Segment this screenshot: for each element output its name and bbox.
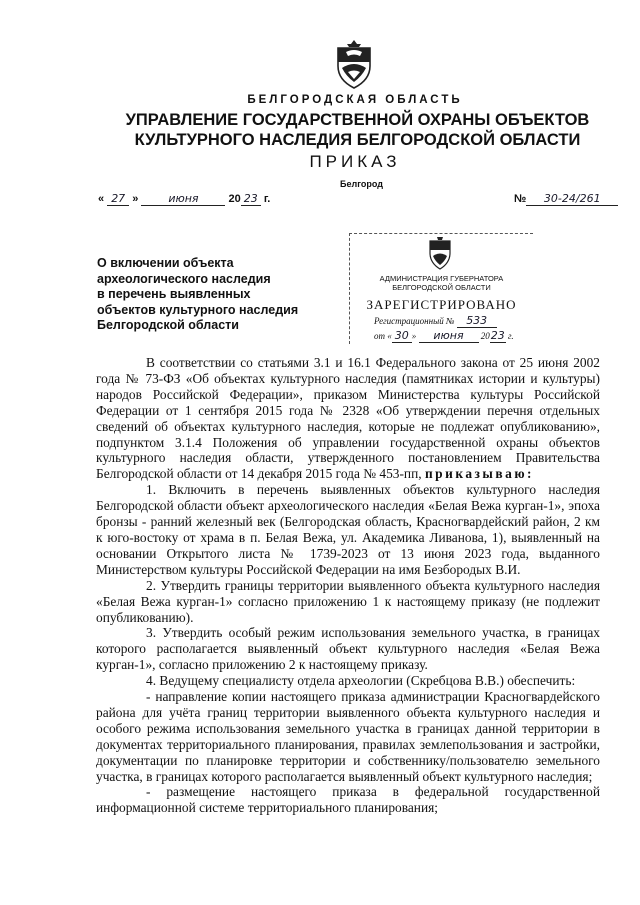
preamble-paragraph — [96, 355, 600, 482]
clause-4-item-2: - размещение настоящего приказа в федеральной государственной информационной системе территориального планирования; — [96, 784, 600, 816]
stamp-org-line-2: БЕЛГОРОДСКОЙ ОБЛАСТИ — [392, 283, 491, 292]
stamp-reg-label: Регистрационный № — [374, 316, 455, 326]
preamble-text: В соответствии со статьями 3.1 и 16.1 Федерального закона от 25 июня 2002 года № 73-ФЗ «Об объектах культурного наследия (памятниках истории и культуры) народов Российской Федерации», приказом Министерства культуры Российской Федерации от 1 сентября 2015 года № 2328 «Об утверждении перечня отдельных сведений об объектах культурного наследия, которые не подлежат опубликованию», подпунктом 3.1.4 Положения об управлении государственной охраны объектов культурного наследия области, утвержденного постановлением Правительства Белгородской области от 14 декабря 2015 года № 453-пп, — [96, 355, 600, 482]
agency-line-1: УПРАВЛЕНИЕ ГОСУДАРСТВЕННОЙ ОХРАНЫ ОБЪЕКТОВ — [125, 111, 590, 129]
stamp-from-label: от « — [374, 331, 392, 341]
order-date — [98, 192, 270, 206]
stamp-reg-year-prefix: 20 — [480, 331, 490, 341]
subject-line: археологического наследия — [97, 271, 271, 286]
clause-1: 1. Включить в перечень выявленных объектов культурного наследия Белгородской области объект археологического наследия «Белая Вежа курган-1», эпоха бронзы - ранний железный век (Белгородская область, Красногвардейский район, 2 км к юго-востоку от храма в п. Белая Вежа, ул. Академика Ливанова, 1), выявленный на основании Открытого листа № 1739-2023 от 13 июня 2023 года, выданного Министерством культуры Российской Федерации на имя Безбородых В.И. — [96, 482, 600, 577]
stamp-reg-close: » — [411, 331, 417, 341]
subject-line: объектов культурного наследия — [97, 302, 299, 317]
date-open-quote: « — [98, 193, 105, 205]
order-number — [514, 192, 618, 206]
date-month: июня — [141, 192, 225, 206]
stamp-coat-of-arms-icon — [427, 236, 453, 272]
date-year-mark: г. — [263, 193, 271, 205]
subject-line: в перечень выявленных — [97, 287, 251, 301]
date-year-prefix: 20 — [228, 193, 241, 205]
stamp-reg-month: июня — [419, 329, 479, 343]
stamp-reg-year-suffix: 23 — [490, 329, 505, 342]
subject-line: Белгородской области — [97, 318, 239, 332]
agency-name — [0, 110, 640, 150]
stamp-registration-date — [374, 329, 514, 343]
date-year-suffix: 23 — [241, 192, 261, 206]
stamp-reg-year-mark: г. — [508, 331, 514, 341]
stamp-registered-label: ЗАРЕГИСТРИРОВАНО — [366, 297, 517, 312]
subject-line: О включении объекта — [97, 256, 234, 270]
date-day: 27 — [107, 192, 129, 206]
stamp-registration-number — [374, 314, 497, 328]
order-body — [96, 355, 600, 816]
order-word: приказываю: — [424, 466, 535, 482]
order-title: ПРИКАЗ — [309, 152, 401, 171]
region-name: БЕЛГОРОДСКАЯ ОБЛАСТЬ — [247, 94, 463, 106]
clause-2: 2. Утвердить границы территории выявленного объекта культурного наследия «Белая Вежа курган-1» согласно приложению 1 к настоящему приказу (не подлежит опубликованию). — [96, 577, 600, 625]
stamp-reg-day: 30 — [392, 329, 412, 343]
number-value: 30-24/261 — [526, 192, 618, 206]
belgorod-coat-of-arms-icon — [334, 38, 374, 90]
number-prefix: № — [514, 193, 527, 205]
stamp-reg-number: 533 — [457, 314, 497, 328]
registration-stamp — [349, 233, 533, 344]
stamp-organization — [350, 274, 533, 292]
clause-4: 4. Ведущему специалисту отдела археологии (Скребцова В.В.) обеспечить: — [146, 673, 576, 689]
clause-4-item-1: - направление копии настоящего приказа администрации Красногвардейского района для учёта границ территории выявленного объекта культурного наследия и особого режима использования земельного участка в границах данной территории в документах территориального планирования, правилах землепользования и застройки, документации по планировке территории и собственнику/пользователю земельного участка, в границах которого располагается выявленный объект культурного наследия; — [96, 689, 600, 784]
stamp-org-line-1: АДМИНИСТРАЦИЯ ГУБЕРНАТОРА — [379, 274, 504, 283]
order-subject — [97, 256, 337, 334]
city-name: Белгород — [340, 179, 383, 189]
clause-3: 3. Утвердить особый режим использования земельного участка, в границах которого располагается выявленный объект культурного наследия «Белая Вежа курган-1», согласно приложению 2 к настоящему приказу. — [96, 625, 600, 673]
agency-line-2: КУЛЬТУРНОГО НАСЛЕДИЯ БЕЛГОРОДСКОЙ ОБЛАСТИ — [134, 131, 581, 149]
date-close-quote: » — [132, 193, 139, 205]
